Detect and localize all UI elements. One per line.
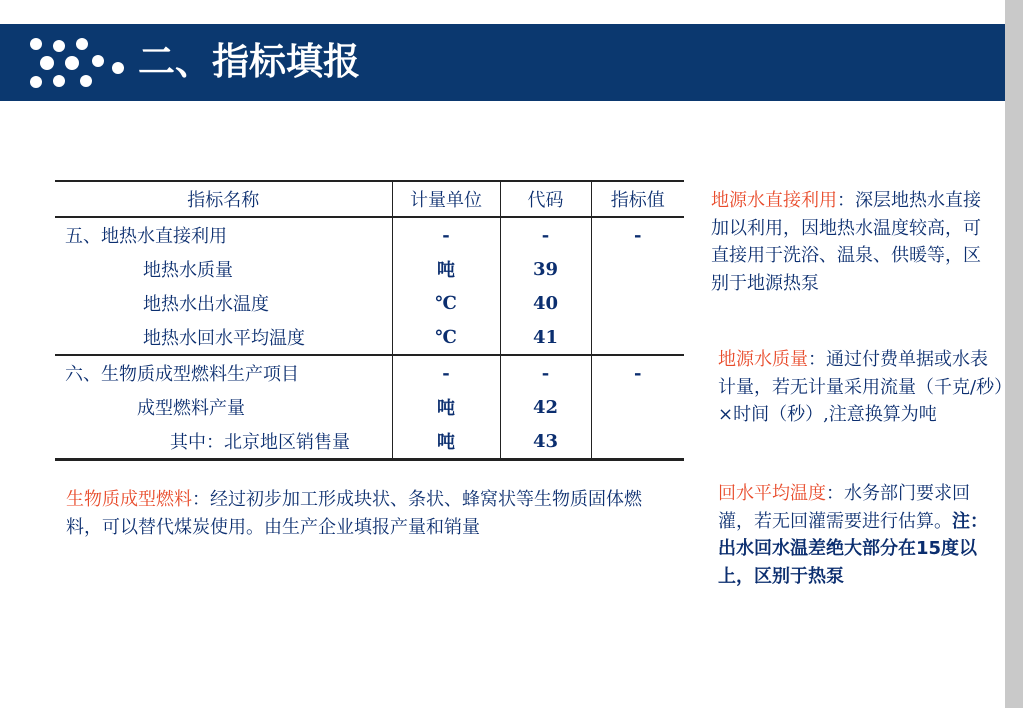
row-name: 地热水回水平均温度 — [55, 320, 392, 355]
table-row — [55, 252, 684, 286]
title-banner — [0, 24, 1005, 101]
row-name: 地热水质量 — [55, 252, 392, 286]
row-value — [591, 390, 684, 424]
row-value: - — [634, 362, 642, 384]
row-unit: ℃ — [392, 320, 500, 355]
note-text: ：经过初步加工形成块状、条状、蜂窝状等生物质固体燃料，可以替代煤炭使用。由生产企业填报产量和销量 — [66, 489, 642, 538]
row-name: 地热水出水温度 — [55, 286, 392, 320]
direct-use-note — [711, 187, 983, 297]
note-text: ：水务部门要求回灌，若无回灌需要进行估算。 — [718, 483, 970, 532]
return-temp-note — [718, 480, 1004, 590]
row-code: - — [500, 355, 591, 390]
note-text: ：深层地热水直接加以利用，因地热水温度较高，可直接用于洗浴、温泉、供暖等，区别于地源热泵 — [711, 190, 981, 294]
row-unit: 吨 — [392, 424, 500, 460]
col-header-code: 代码 — [500, 181, 591, 217]
dots-logo-icon — [26, 36, 126, 91]
note-term: 生物质成型燃料 — [66, 489, 192, 510]
col-header-value: 指标值 — [591, 181, 684, 217]
water-quality-note — [718, 346, 1004, 429]
note-term: 回水平均温度 — [718, 483, 826, 504]
indicator-table — [55, 180, 684, 461]
table-row — [55, 286, 684, 320]
row-code: 41 — [500, 320, 591, 355]
right-edge-bar — [1005, 0, 1023, 708]
table-header-row — [55, 181, 684, 217]
note-text: ：通过付费单据或水表计量，若无计量采用流量（千克/秒）×时间（秒）,注意换算为吨 — [718, 349, 1004, 425]
table-row — [55, 355, 684, 390]
col-header-unit: 计量单位 — [392, 181, 500, 217]
row-unit: ℃ — [392, 286, 500, 320]
row-name: 六、生物质成型燃料生产项目 — [55, 355, 392, 390]
row-value — [591, 424, 684, 460]
note-term: 地源水直接利用 — [711, 190, 837, 211]
row-unit: 吨 — [392, 252, 500, 286]
table-row — [55, 424, 684, 460]
row-code: - — [500, 217, 591, 252]
row-code: 43 — [500, 424, 591, 460]
table-row — [55, 320, 684, 355]
row-unit: - — [392, 355, 500, 390]
table-row — [55, 390, 684, 424]
row-unit: 吨 — [392, 390, 500, 424]
col-header-name: 指标名称 — [55, 181, 392, 217]
row-value — [591, 252, 684, 286]
page-title: 二、指标填报 — [138, 40, 360, 83]
row-value — [591, 286, 684, 320]
row-name: 五、地热水直接利用 — [55, 217, 392, 252]
table-row — [55, 217, 684, 252]
note-emphasis: 注：出水回水温差绝大部分在15度以上，区别于热泵 — [718, 510, 988, 587]
note-term: 地源水质量 — [718, 349, 808, 370]
row-name: 成型燃料产量 — [55, 390, 392, 424]
row-code: 40 — [500, 286, 591, 320]
row-name: 其中：北京地区销售量 — [55, 424, 392, 460]
row-unit: - — [392, 217, 500, 252]
row-value — [591, 320, 684, 355]
row-value: - — [634, 224, 642, 246]
biomass-fuel-note — [66, 486, 666, 541]
row-code: 42 — [500, 390, 591, 424]
row-code: 39 — [500, 252, 591, 286]
